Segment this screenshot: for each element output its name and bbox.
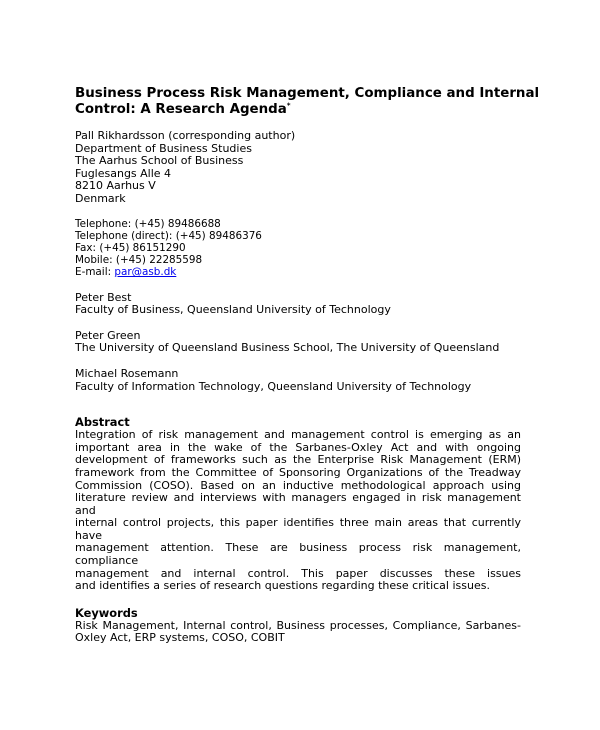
title-line-2: Control: A Research Agenda: [75, 102, 287, 117]
author-name: Pall Rikhardsson (corresponding author): [75, 129, 296, 142]
title-footnote-marker: *: [286, 101, 291, 110]
author-affiliation: Faculty of Information Technology, Queensland University of Technology: [75, 379, 472, 393]
abstract-line: Commission (COSO). Based on an inductive methodological approach using: [75, 478, 521, 492]
telephone-direct: Telephone (direct): (+45) 89486376: [75, 229, 262, 242]
email-label: E-mail:: [75, 266, 115, 279]
abstract-line: important area in the wake of the Sarbanes-Oxley Act and with ongoing: [75, 440, 521, 454]
author-block-rosemann: [75, 368, 521, 393]
author-name: Peter Green: [75, 328, 141, 342]
abstract-line: internal control projects, this paper identifies three main areas that currently have: [75, 516, 521, 542]
paper-content: [75, 86, 540, 645]
email-link[interactable]: par@asb.dk: [114, 266, 177, 279]
mobile: Mobile: (+45) 22285598: [75, 254, 203, 267]
keywords-line: Oxley Act, ERP systems, COSO, COBIT: [75, 631, 285, 645]
abstract-line: and identifies a series of research questions regarding these critical issues.: [75, 579, 490, 593]
abstract-line: framework from the Committee of Sponsoring Organizations of the Treadway: [75, 465, 521, 479]
abstract-heading: Abstract: [75, 415, 130, 430]
telephone: Telephone: (+45) 89486688: [75, 217, 221, 230]
abstract-body: [75, 429, 521, 593]
abstract-line: management attention. These are business process risk management, compliance: [75, 541, 521, 568]
author-affiliation: The University of Queensland Business School, The University of Queensland: [75, 341, 500, 355]
title-line-1: Business Process Risk Management, Compliance and Internal: [75, 86, 540, 101]
author-block-green: [75, 330, 521, 355]
keywords-line: Risk Management, Internal control, Business processes, Compliance, Sarbanes-: [75, 618, 521, 632]
fax: Fax: (+45) 86151290: [75, 241, 186, 254]
abstract-line: literature review and interviews with managers engaged in risk management and: [75, 491, 521, 517]
author-school: The Aarhus School of Business: [75, 154, 244, 168]
keywords-section: [75, 607, 521, 645]
keywords-body: [75, 620, 521, 645]
author-name: Michael Rosemann: [75, 366, 179, 380]
abstract-line: development of frameworks such as the Enterprise Risk Management (ERM): [75, 453, 521, 467]
author-city: 8210 Aarhus V: [75, 179, 156, 193]
author-street: Fuglesangs Alle 4: [75, 166, 172, 180]
author-block-best: [75, 292, 521, 317]
author-country: Denmark: [75, 191, 126, 205]
keywords-heading: Keywords: [75, 605, 138, 620]
author-affiliation: Faculty of Business, Queensland University of Technology: [75, 303, 391, 317]
contact-block: [75, 218, 521, 279]
corresponding-author-block: [75, 130, 521, 206]
author-department: Department of Business Studies: [75, 141, 252, 155]
abstract-line: management and internal control. This paper discusses these issues: [75, 566, 521, 580]
author-name: Peter Best: [75, 290, 132, 304]
paper-title: [75, 86, 540, 118]
abstract-line: Integration of risk management and management control is emerging as an: [75, 428, 521, 442]
abstract-section: [75, 416, 521, 593]
